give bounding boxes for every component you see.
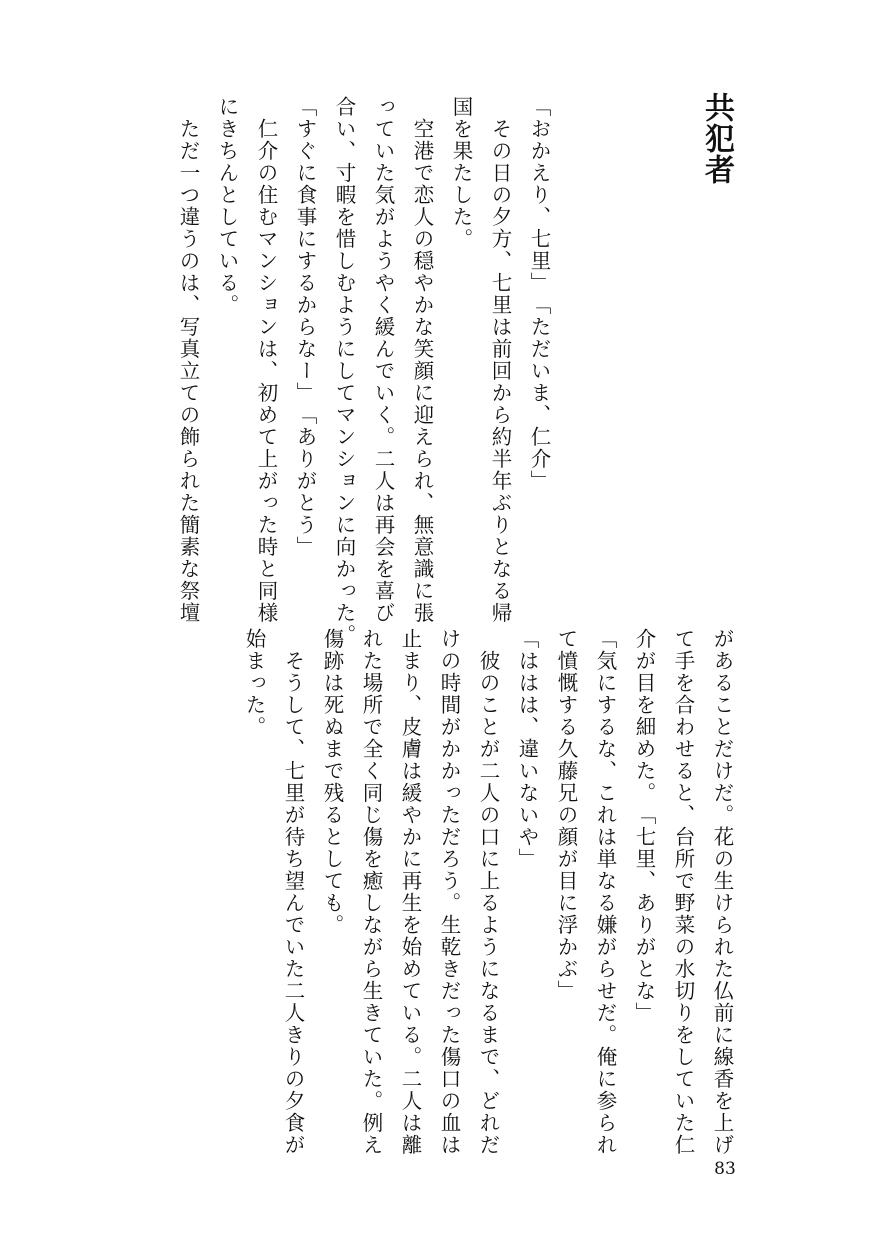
text-column: 介が目を細めた。 xyxy=(632,628,656,804)
text-column: 止まり、皮膚は緩やかに再生を始めている。二人は離 xyxy=(398,628,422,1156)
text-column: にきちんとしている。 xyxy=(215,96,239,316)
top-text-block xyxy=(90,96,558,646)
text-column: そうして、七里が待ち望んでいた二人きりの夕食が xyxy=(281,650,305,1156)
text-column: 仁介の住むマンションは、初めて上がった時と同様 xyxy=(254,118,278,624)
text-column: て手を合わせると、台所で野菜の水切りをしていた仁 xyxy=(671,628,695,1156)
text-column: て憤慨する久藤兄の顔が目に浮かぶ」 xyxy=(554,628,578,1002)
text-column: があることだけだ。花の生けられた仏前に線香を上げ xyxy=(710,628,734,1156)
text-column: 始まった。 xyxy=(242,628,266,738)
text-column: 「ありがとう」 xyxy=(293,404,317,558)
text-column: 「おかえり、七里」 xyxy=(527,96,551,294)
bottom-text-block xyxy=(195,628,741,1156)
text-column: 傷跡は死ぬまで残るとしても。 xyxy=(320,628,344,936)
text-column: 「七里、ありがとな」 xyxy=(632,804,656,1024)
text-column: れた場所で全く同じ傷を癒しながら生きていた。例え xyxy=(359,628,383,1156)
chapter-title: 共犯者 xyxy=(699,92,734,185)
page-number: 83 xyxy=(714,1159,736,1179)
text-column: 「ただいま、仁介」 xyxy=(527,294,551,492)
text-column: けの時間がかかっただろう。生乾きだった傷口の血は xyxy=(437,628,461,1156)
text-column: 「気にするな、これは単なる嫌がらせだ。俺に参られ xyxy=(593,628,617,1156)
text-column: 国を果たした。 xyxy=(449,96,473,250)
text-column: 合い、寸暇を惜しむようにしてマンションに向かった。 xyxy=(332,96,356,646)
text-column: っていた気がようやく緩んでいく。二人は再会を喜び xyxy=(371,96,395,624)
text-column: 空港で恋人の穏やかな笑顔に迎えられ、無意識に張 xyxy=(410,118,434,624)
text-column: その日の夕方、七里は前回から約半年ぶりとなる帰 xyxy=(488,118,512,624)
text-column: 彼のことが二人の口に上るようになるまで、どれだ xyxy=(476,650,500,1156)
text-column: 「すぐに食事にするからなー」 xyxy=(293,96,317,404)
text-column: ただ一つ違うのは、写真立ての飾られた簡素な祭壇 xyxy=(176,118,200,624)
text-column: 「ははは、違いないや」 xyxy=(515,628,539,870)
